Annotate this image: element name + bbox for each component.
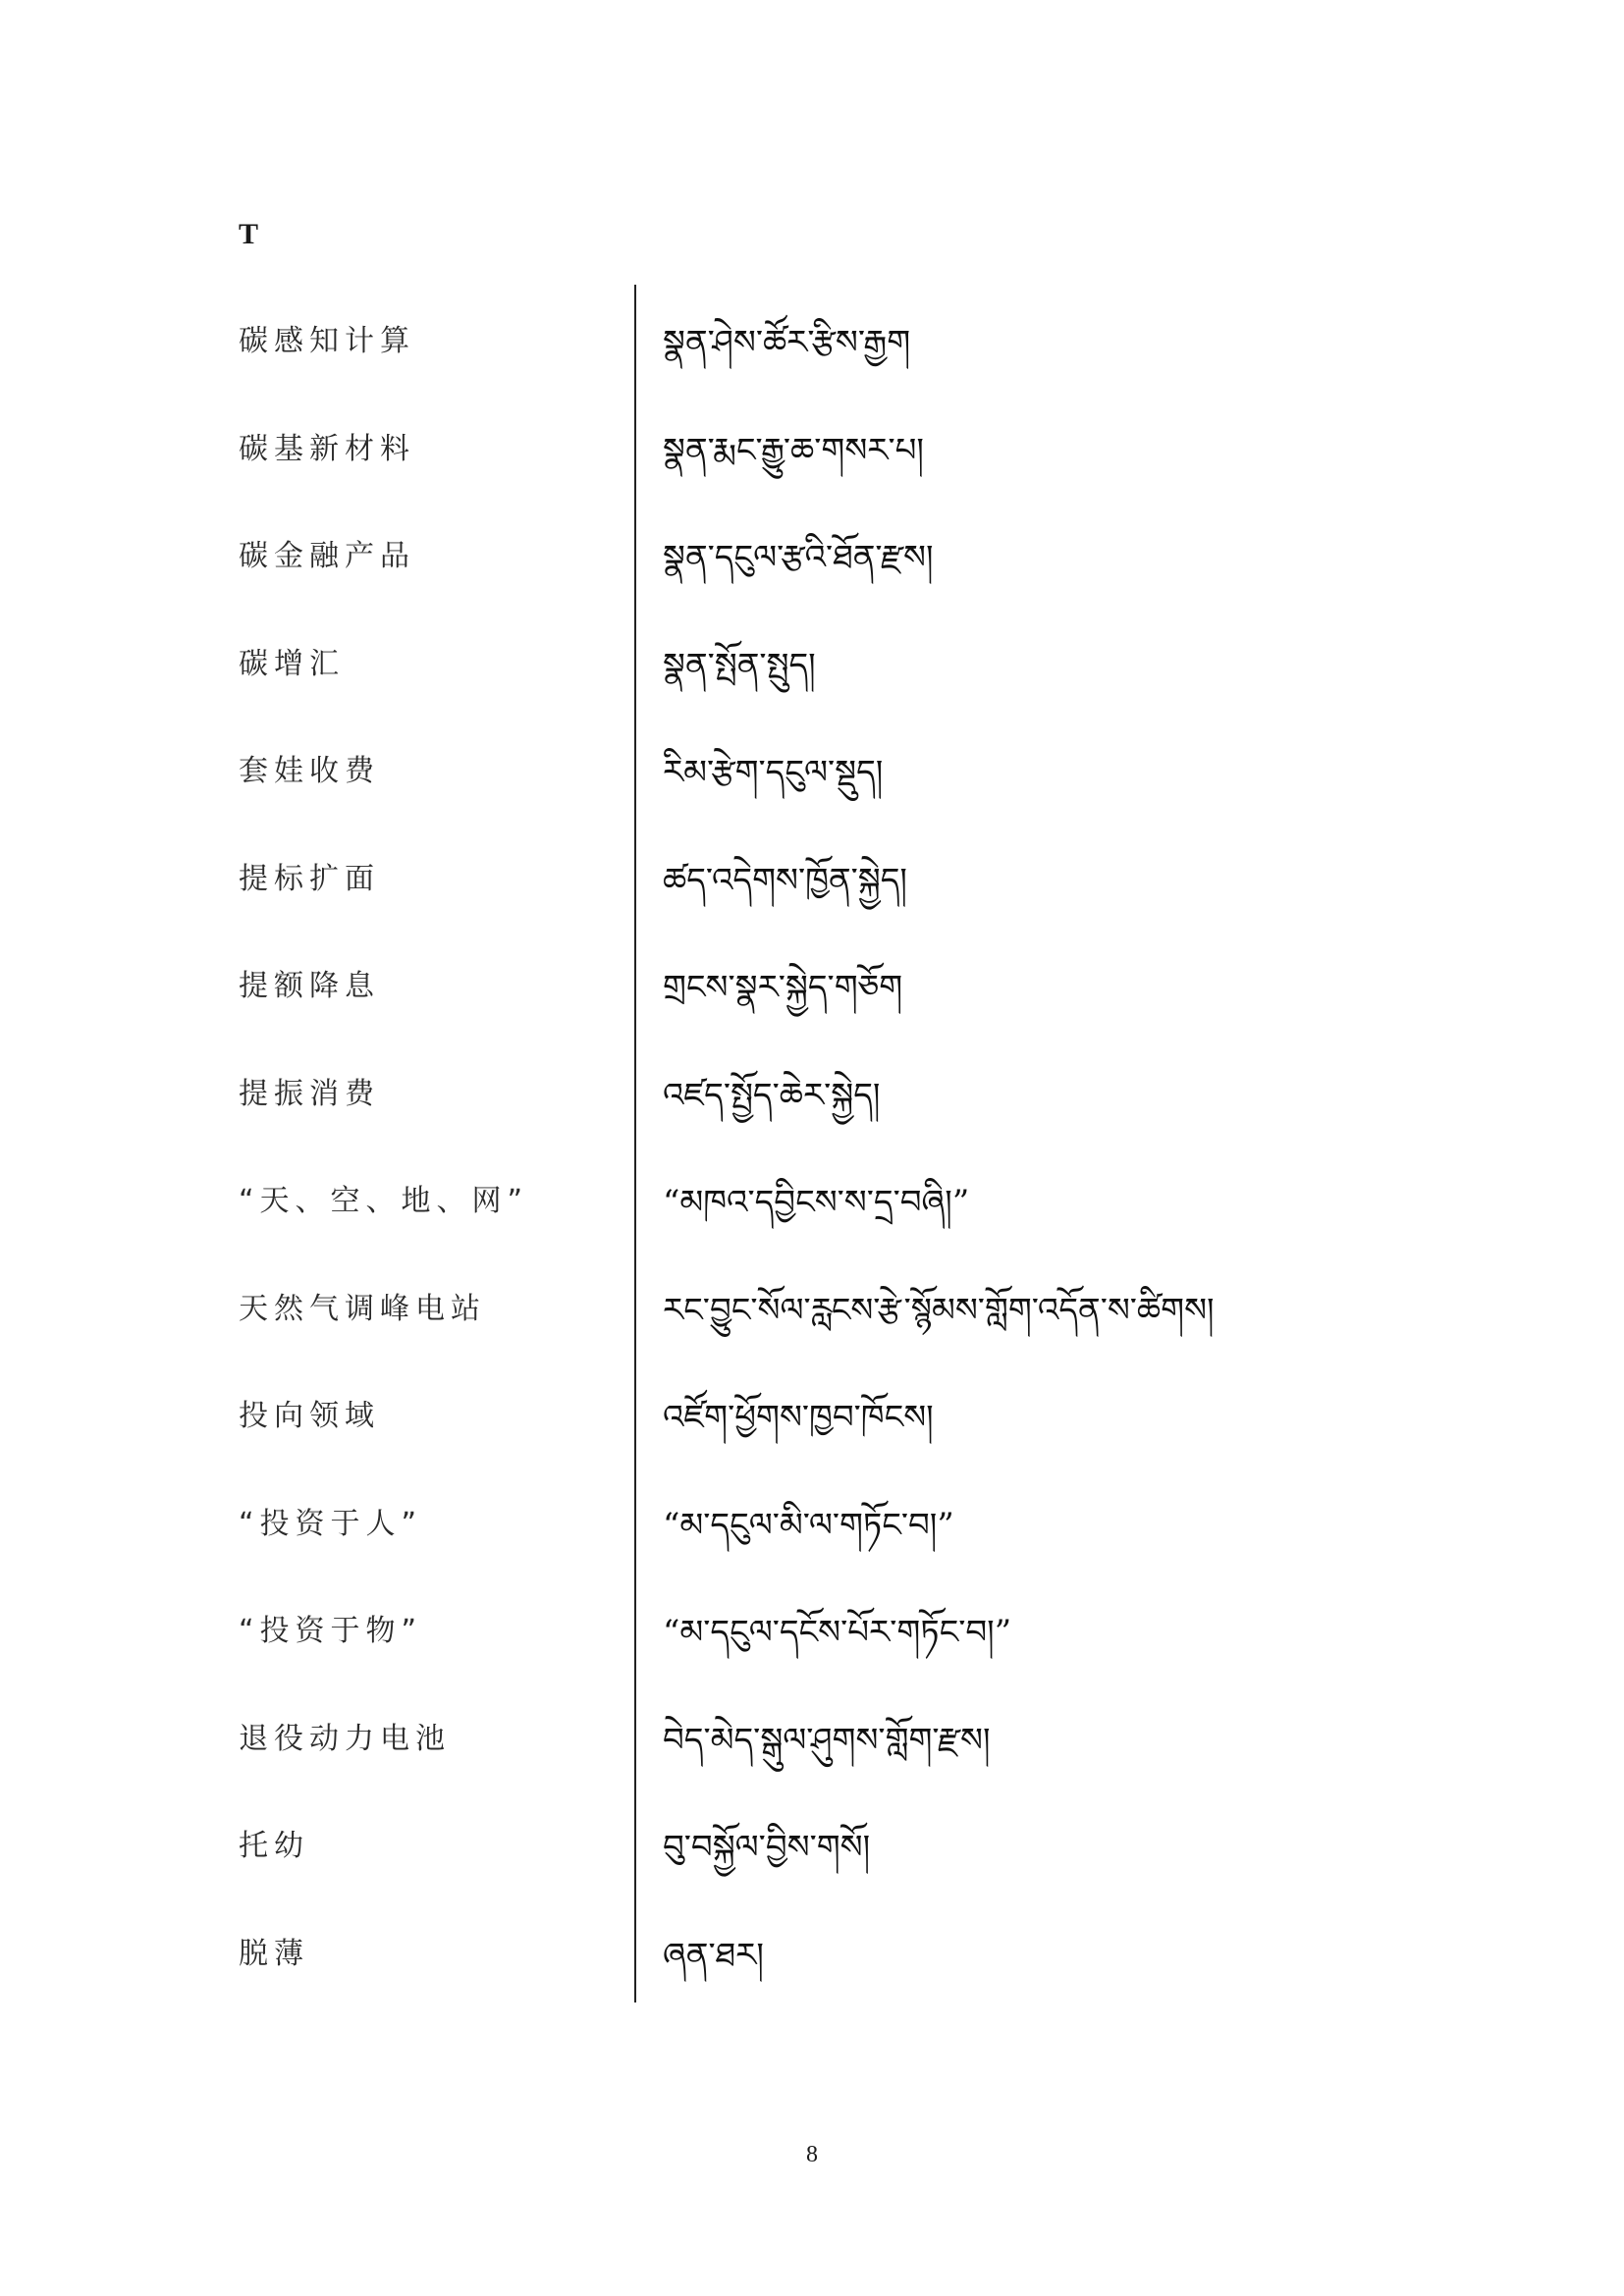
chinese-term: “投资于物” — [239, 1614, 423, 1648]
tibetan-term: སྣན་ཤེས་ཚོར་རྩིས་རྒྱག — [663, 323, 911, 362]
chinese-term: 套娃收费 — [239, 754, 380, 788]
chinese-term: 碳金融产品 — [239, 539, 415, 573]
tibetan-term: འཛོག་ཕྱོགས་ཁྱབ་ཁོངས། — [663, 1398, 934, 1437]
glossary-entry — [0, 1594, 1624, 1702]
page-number: 8 — [806, 2142, 818, 2167]
tibetan-term: སྣན་སྤོན་སྤུད། — [663, 645, 816, 685]
chinese-term: 天然气调峰电站 — [239, 1291, 486, 1326]
chinese-term: “天、空、地、网” — [239, 1184, 529, 1218]
chinese-term: 碳基新材料 — [239, 431, 415, 466]
chinese-term: 提振消费 — [239, 1076, 380, 1111]
tibetan-term: རིམ་རྩེག་དངུལ་སྡུད། — [663, 753, 884, 792]
glossary-entry — [0, 1057, 1624, 1165]
glossary-entry — [0, 949, 1624, 1057]
glossary-entry — [0, 1702, 1624, 1810]
tibetan-term: ཚད་འདེགས་ཁྱོན་སྐྱེད། — [663, 860, 907, 900]
tibetan-term: “མ་དངུལ་མི་ལ་གཏོང་བ།” — [663, 1505, 954, 1545]
tibetan-term: གྲངས་སྣར་སྐྱེད་གཅོག — [663, 968, 903, 1007]
tibetan-term: སྣན་རྨང་རྒྱུ་ཆ་གསར་པ། — [663, 430, 924, 470]
chinese-term: 碳感知计算 — [239, 324, 415, 358]
tibetan-term: བུ་བསྐྱོལ་བྱིས་གསོ། — [663, 1828, 871, 1867]
glossary-entry — [0, 1487, 1624, 1595]
glossary-list — [0, 304, 1624, 2024]
tibetan-term: སྣན་དངུལ་རྩའི་ཐོན་རྫས། — [663, 538, 934, 577]
glossary-entry — [0, 1164, 1624, 1272]
tibetan-term: རང་བྱུང་སོལ་རླངས་རྩེ་སྙོམས་གློག་འདོན་ས་ཚིགས། — [663, 1290, 1215, 1330]
section-letter: T — [239, 218, 259, 250]
glossary-entry — [0, 734, 1624, 842]
chinese-term: 投向领域 — [239, 1399, 380, 1433]
glossary-entry — [0, 627, 1624, 735]
chinese-term: 提额降息 — [239, 969, 380, 1003]
glossary-entry — [0, 1809, 1624, 1917]
glossary-entry — [0, 842, 1624, 950]
glossary-entry — [0, 1917, 1624, 2025]
glossary-entry — [0, 1272, 1624, 1380]
tibetan-term: “མ་དངུལ་དངོས་པོར་གཏོང་བ།” — [663, 1613, 1012, 1652]
tibetan-term: “མཁའ་དབྱིངས་ས་དྲ་བཞི།” — [663, 1183, 970, 1222]
chinese-term: 退役动力电池 — [239, 1721, 451, 1756]
glossary-entry — [0, 304, 1624, 412]
chinese-term: “投资于人” — [239, 1506, 423, 1541]
chinese-term: 碳增汇 — [239, 646, 345, 681]
tibetan-term: འཛད་སྤྱོད་ཆེར་སྐྱེད། — [663, 1075, 881, 1115]
chinese-term: 脱薄 — [239, 1936, 309, 1971]
glossary-entry — [0, 1379, 1624, 1487]
tibetan-term: བེད་མེད་སྒུལ་ཤུགས་གློག་རྫས། — [663, 1720, 991, 1760]
glossary-entry — [0, 412, 1624, 520]
tibetan-term: ཞན་ཐར། — [663, 1935, 764, 1975]
chinese-term: 托幼 — [239, 1829, 309, 1863]
chinese-term: 提标扩面 — [239, 861, 380, 896]
glossary-entry — [0, 519, 1624, 627]
